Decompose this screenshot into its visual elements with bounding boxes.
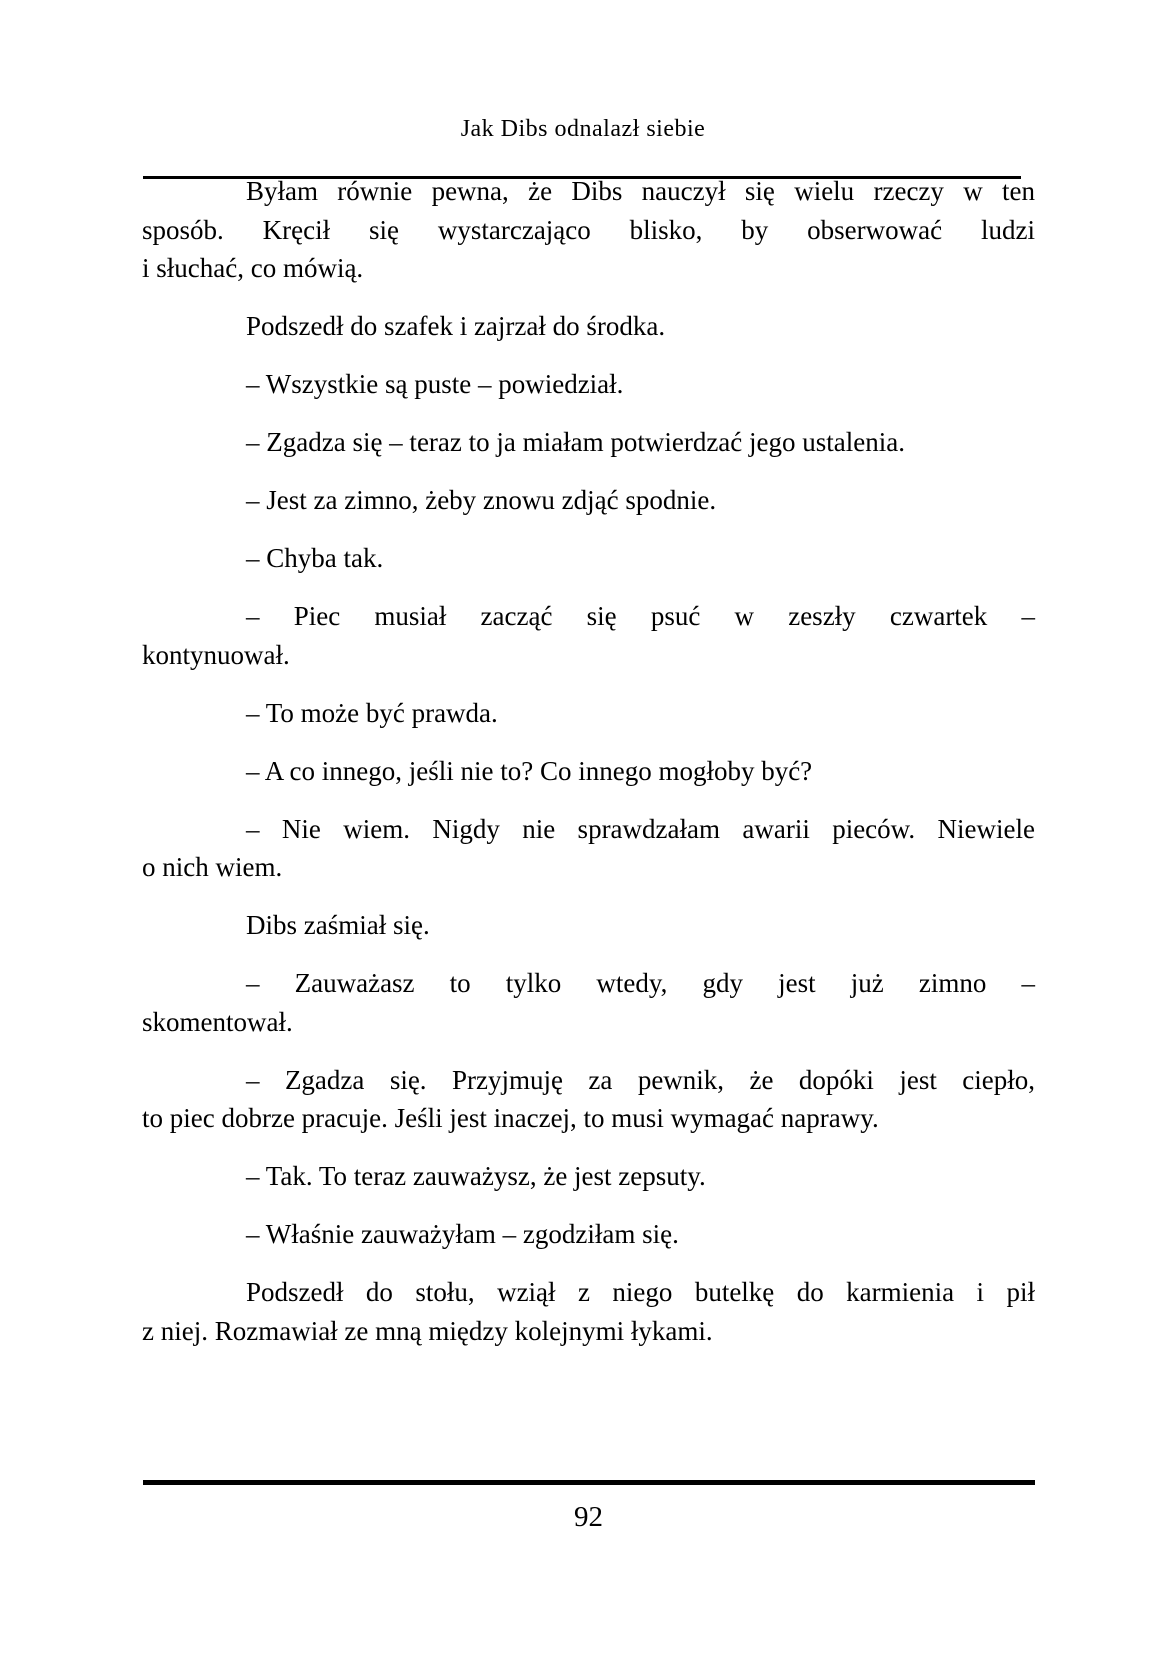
paragraph bbox=[142, 172, 1035, 288]
text-line: – Tak. To teraz zauważysz, że jest zepsuty. bbox=[246, 1161, 706, 1191]
paragraph bbox=[142, 694, 1035, 733]
text-line: i słuchać, co mówią. bbox=[142, 253, 364, 283]
text-line: – Zauważasz to tylko wtedy, gdy jest już zimno – bbox=[246, 968, 1035, 998]
text-line: – Nie wiem. Nigdy nie sprawdzałam awarii pieców. Niewiele bbox=[246, 813, 1035, 844]
paragraph bbox=[142, 810, 1035, 887]
page-body bbox=[142, 172, 1035, 1370]
paragraph bbox=[142, 1273, 1035, 1350]
paragraph bbox=[142, 1157, 1035, 1196]
text-line: sposób. Kręcił się wystarczająco blisko, by obserwować ludzi bbox=[142, 214, 1035, 245]
paragraph bbox=[142, 597, 1035, 674]
page-title: Jak Dibs odnalazł siebie bbox=[460, 116, 706, 142]
text-line: – Chyba tak. bbox=[246, 543, 384, 573]
text-line: o nich wiem. bbox=[142, 852, 283, 882]
page-number: 92 bbox=[574, 1501, 603, 1533]
text-line: – Zgadza się – teraz to ja miałam potwierdzać jego ustalenia. bbox=[246, 427, 905, 457]
text-line: Podszedł do szafek i zajrzał do środka. bbox=[246, 311, 666, 341]
text-line: – Jest za zimno, żeby znowu zdjąć spodnie. bbox=[246, 485, 717, 515]
paragraph bbox=[142, 1061, 1035, 1138]
paragraph bbox=[142, 423, 1035, 462]
text-line: kontynuował. bbox=[142, 639, 290, 670]
text-line: – Właśnie zauważyłam – zgodziłam się. bbox=[246, 1219, 679, 1249]
text-line: – Wszystkie są puste – powiedział. bbox=[246, 369, 624, 399]
paragraph bbox=[142, 1215, 1035, 1254]
text-line: Podszedł do stołu, wziął z niego butelkę do karmienia i pił bbox=[246, 1277, 1035, 1307]
paragraph bbox=[142, 906, 1035, 945]
text-line: Byłam równie pewna, że Dibs nauczył się wielu rzeczy w ten bbox=[246, 176, 1035, 206]
paragraph bbox=[142, 539, 1035, 578]
text-line: – A co innego, jeśli nie to? Co innego mogłoby być? bbox=[246, 755, 813, 786]
paragraph bbox=[142, 752, 1035, 791]
paragraph bbox=[142, 307, 1035, 346]
text-line: – Piec musiał zacząć się psuć w zeszły czwartek – bbox=[246, 601, 1035, 631]
footer-divider bbox=[143, 1480, 1035, 1485]
paragraph bbox=[142, 964, 1035, 1041]
text-line: z niej. Rozmawiał ze mną między kolejnymi łykami. bbox=[142, 1315, 713, 1346]
paragraph bbox=[142, 481, 1035, 520]
text-line: – To może być prawda. bbox=[246, 697, 498, 728]
text-line: to piec dobrze pracuje. Jeśli jest inaczej, to musi wymagać naprawy. bbox=[142, 1103, 879, 1133]
text-line: Dibs zaśmiał się. bbox=[246, 910, 430, 940]
text-line: skomentował. bbox=[142, 1006, 293, 1037]
paragraph bbox=[142, 365, 1035, 404]
text-line: – Zgadza się. Przyjmuję za pewnik, że dopóki jest ciepło, bbox=[246, 1064, 1035, 1095]
